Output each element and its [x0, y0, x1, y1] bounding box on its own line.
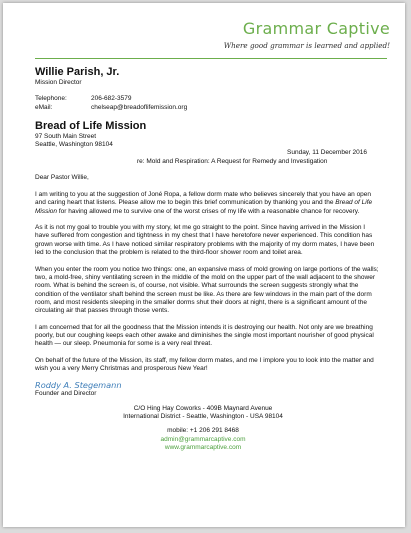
- letter-content: [35, 66, 379, 452]
- recipient-org: Bread of Life Mission: [35, 119, 147, 132]
- sender-telephone: 206-682-3579: [91, 95, 132, 103]
- footer-mobile: mobile: +1 206 291 8468: [167, 427, 239, 435]
- letterhead-brand: [224, 20, 390, 50]
- signature-script: Roddy A. Stegemann: [35, 379, 122, 390]
- telephone-label: Telephone:: [35, 95, 67, 103]
- body-p1-italic: Bread of Life Mission: [35, 199, 373, 215]
- letter-date: Sunday, 11 December 2016: [287, 149, 367, 157]
- body-paragraph-3: When you enter the room you notice two things: one, an expansive mass of mold growing on large portions of the walls; two, a mold-free, shiny ventilating screen in the middle of the mold on the upper part of the wall adjacent to the shower room. What is behind the screen is, of course, not visible. What surrounds the screen suggests strongly what the condition of the ventilator shaft behind the screen must be like. As there are few windows in the main part of the dorm room, and most residents sleeping in the smaller dorms shut their doors at night, there is a significant amount of the circulating air that passes through those vents.: [35, 265, 379, 315]
- signature-role: Founder and Director: [35, 389, 97, 397]
- sender-telephone-row: [35, 95, 379, 103]
- footer-email-link[interactable]: admin@grammarcaptive.com: [160, 435, 246, 443]
- body-p1-before: I am writing to you at the suggestion of Joné Ropa, a fellow dorm mate who believes sincerely that you have an open and caring heart that listens. Please allow me to begin this brief communication by thanking you and the: [35, 190, 372, 207]
- letter-page: [3, 3, 405, 527]
- brand-name: Grammar Captive: [242, 19, 390, 38]
- salutation: Dear Pastor Willie,: [35, 174, 89, 182]
- recipient-city: Seattle, Washington 98104: [35, 141, 113, 149]
- email-label: eMail:: [35, 103, 53, 111]
- letterhead-rule: [35, 58, 387, 59]
- sender-email-row: [35, 104, 379, 112]
- brand-tagline: Where good grammar is learned and applied!: [223, 41, 390, 50]
- letter-footer: [87, 405, 319, 452]
- footer-address-line-2: International District - Seattle, Washington - USA 98104: [123, 413, 283, 421]
- body-paragraph-4: I am concerned that for all the goodness that the Mission intends it is destroying our health. Not only are we breathing poorly, but our coughing keeps each other awake and diminishes the single most important nourisher of good physical health — our sleep. Pneumonia for some is a very real threat.: [35, 323, 374, 348]
- sender-name: Willie Parish, Jr.: [35, 66, 120, 78]
- letter-subject: re: Mold and Respiration: A Request for Remedy and Investigation: [137, 157, 328, 165]
- footer-address-line-1: C/O Hing Hay Coworks - 409B Maynard Avenue: [133, 404, 273, 412]
- sender-title: Mission Director: [35, 79, 82, 86]
- footer-website-link[interactable]: www.grammarcaptive.com: [164, 443, 242, 451]
- sender-email: chelseap@breadoflifemission.org: [91, 103, 188, 111]
- body-p1-after: for having allowed me to survive one of the worst crises of my life with a reasonable chance for recovery.: [57, 207, 360, 215]
- body-paragraph-1: [35, 191, 379, 216]
- body-paragraph-5: On behalf of the future of the Mission, its staff, my fellow dorm mates, and me I implore you to look into the matter and wish you a very Merry Christmas and prosperous New Year!: [35, 356, 374, 373]
- recipient-street: 97 South Main Street: [35, 132, 97, 140]
- body-paragraph-2: As it is not my goal to trouble you with my story, let me go straight to the point. Since having arrived in the Mission I have suffered from congestion and tightness in my chest that I have heretofore never experienced. This condition has grown worse with time. As I have noticed similar respiratory problems with the majority of my dorm mates, I have been led to the conclusion that the problem is related to the third-floor shower room and toilet area.: [35, 224, 375, 257]
